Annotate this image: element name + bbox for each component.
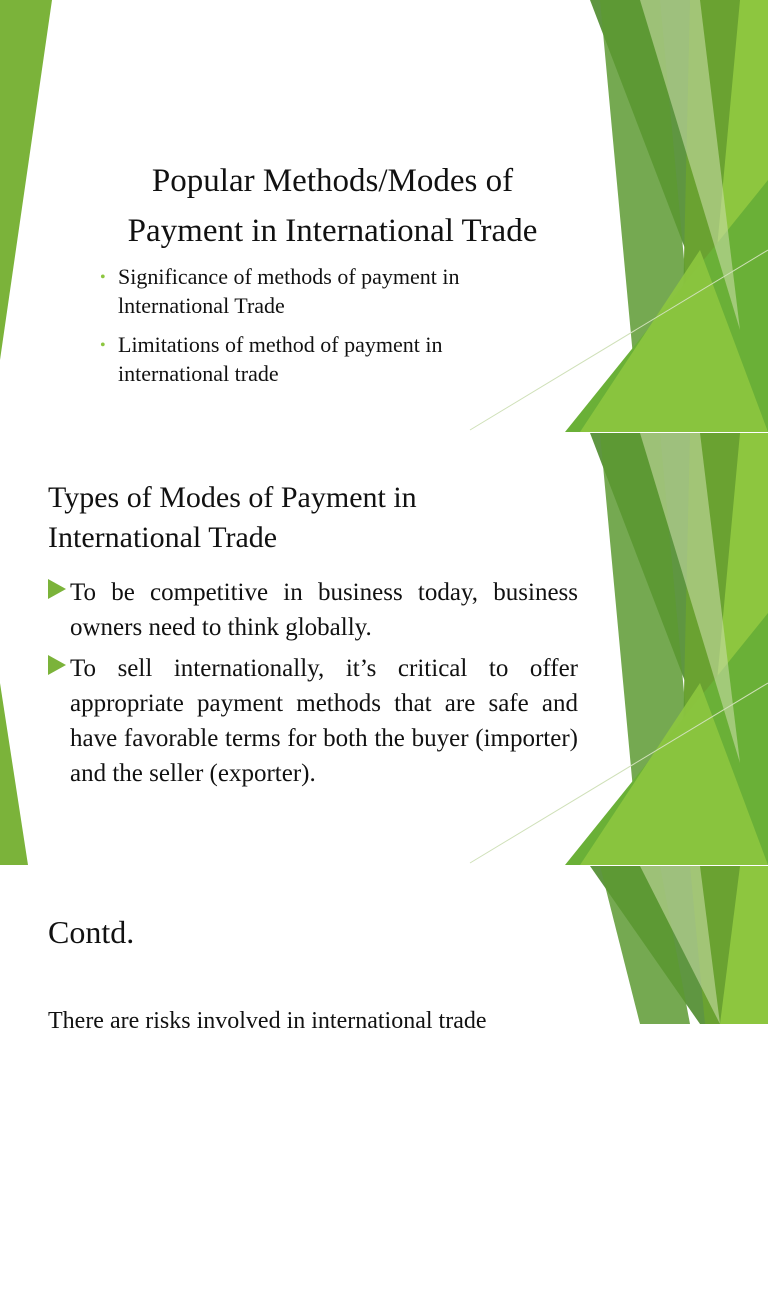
slide-2-title: [48, 478, 528, 558]
slide-3-title: Contd.: [48, 914, 135, 950]
slide-1: [0, 0, 768, 432]
slide-2-bullet: [48, 575, 578, 645]
slide-2-bullet: [48, 651, 578, 791]
slide-2-title-line-2: International Trade: [48, 521, 278, 554]
slide-2-bullet-text: To sell internationally, it’s critical to offer appropriate payment methods that are safe and have favorable terms for both the buyer (importer) and the seller (exporter).: [70, 655, 578, 787]
slide-1-title: [60, 156, 605, 256]
slide-1-title-line-1: Popular Methods/Modes of: [151, 163, 514, 199]
slide-2-title-line-1: Types of Modes of Payment in: [48, 481, 417, 514]
slide-1-bullet-text: Limitations of method of payment in international trade: [118, 332, 443, 386]
slide-1-title-line-2: Payment in International Trade: [127, 213, 538, 249]
triangle-bullet-icon: [48, 655, 66, 675]
slide-2-bullet-list: [48, 575, 578, 797]
bullet-dot-icon: •: [100, 269, 106, 286]
bullet-dot-icon: •: [100, 337, 106, 354]
slide-2-bullet-text: To be competitive in business today, business owners need to think globally.: [70, 579, 578, 641]
triangle-bullet-icon: [48, 579, 66, 599]
slide-1-bullet-text: Significance of methods of payment in lnternational Trade: [118, 264, 460, 318]
slide-3-body-text: There are risks involved in international trade: [48, 1008, 487, 1034]
slide-1-bullet-list: [100, 262, 540, 398]
slide-1-bullet: [100, 330, 540, 388]
slide-1-bullet: [100, 262, 540, 320]
